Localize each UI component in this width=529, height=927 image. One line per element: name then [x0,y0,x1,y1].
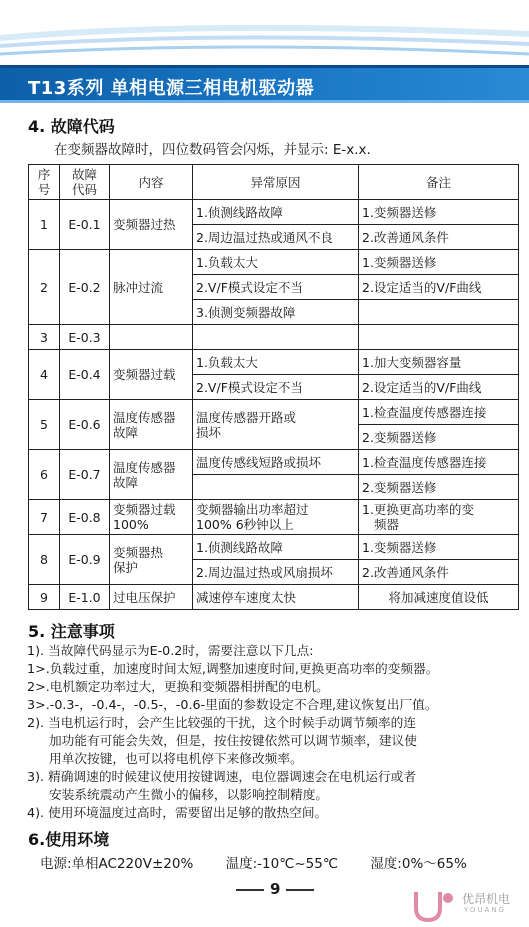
row-note: 1.加大变频器容量 [359,350,519,375]
row-note: 1.变频器送修 [359,250,519,275]
row-note: 1.更换更高功率的变 频器 [359,500,519,535]
header-code: 故障 代码 [60,165,110,200]
row-note: 1.检查温度传感器连接 [359,450,519,475]
section-4-intro: 在变频器故障时，四位数码管会闪烁，并显示: E-x.x. [54,142,371,158]
row-content: 温度传感器 故障 [110,400,193,450]
section-5-heading: 5. 注意事项 [28,622,115,641]
row-note: 1.变频器送修 [359,200,519,225]
table-row [29,250,519,275]
row-cause: 1.负载太大 [193,350,359,375]
title-bar [0,65,529,103]
page-number: 9 [230,880,320,898]
table-row [29,350,519,375]
row-seq: 2 [29,250,60,325]
table-row [29,450,519,475]
row-seq: 3 [29,325,60,350]
environment-specs [40,852,495,872]
row-cause: 减速停车速度太快 [193,585,359,610]
row-code: E-0.2 [60,250,110,325]
note-line: 3). 精确调速的时候建议使用按键调速，电位器调速会在电机运行或者 [27,769,417,784]
dash-left [236,889,264,891]
row-code: E-0.1 [60,200,110,250]
row-code: E-1.0 [60,585,110,610]
row-seq: 6 [29,450,60,500]
temperature-spec: 温度:-10℃~55℃ [225,856,339,872]
fault-code-table [28,164,519,610]
row-content: 变频器过载 [110,350,193,400]
header-cause: 异常原因 [193,165,359,200]
notes-block [27,642,438,822]
row-note: 2.设定适当的V/F曲线 [359,275,519,300]
header-seq: 序号 [29,165,60,200]
note-line: 用单次按键，也可以将电机停下来修改频率。 [49,751,303,766]
brand-name: 优昂机电 [462,892,511,906]
header-note: 备注 [359,165,519,200]
row-note [359,300,519,325]
note-line: 1). 当故障代码显示为E-0.2时，需要注意以下几点: [27,643,314,658]
header-content: 内容 [110,165,193,200]
section-4-heading: 4. 故障代码 [28,117,115,136]
row-content: 过电压保护 [110,585,193,610]
note-line: 加功能有可能会失效，但是，按住按键依然可以调节频率，建议使 [49,733,417,748]
row-seq: 1 [29,200,60,250]
row-cause: 2.周边温过热或通风不良 [193,225,359,250]
dash-right [286,889,314,891]
table-row [29,400,519,425]
row-cause: 2.V/F模式设定不当 [193,275,359,300]
row-content: 变频器过载 100% [110,500,193,535]
row-cause: 2.周边温过热或风扇损坏 [193,560,359,585]
note-line: 1>.负载过重，加速度时间太短,调整加速度时间,更换更高功率的变频器。 [27,661,439,676]
row-content: 变频器过热 [110,200,193,250]
row-seq: 9 [29,585,60,610]
header-stripes [0,0,529,60]
row-cause [193,325,359,350]
row-note: 2.变频器送修 [359,475,519,500]
row-cause-empty [193,475,359,500]
row-note [359,325,519,350]
row-note: 2.设定适当的V/F曲线 [359,375,519,400]
row-note: 2.变频器送修 [359,425,519,450]
table-row [29,535,519,560]
table-row [29,325,519,350]
row-cause: 1.侦测线路故障 [193,200,359,225]
row-content: 温度传感器 故障 [110,450,193,500]
row-seq: 4 [29,350,60,400]
row-note: 2.改善通风条件 [359,225,519,250]
note-line: 4). 使用环境温度过高时，需要留出足够的散热空间。 [27,805,328,820]
row-code: E-0.6 [60,400,110,450]
row-cause: 温度传感器开路或 损坏 [193,400,359,450]
row-cause: 2.V/F模式设定不当 [193,375,359,400]
row-note: 将加减速度值设低 [359,585,519,610]
row-content: 变频器热 保护 [110,535,193,585]
row-cause: 温度传感线短路或损坏 [193,450,359,475]
row-seq: 8 [29,535,60,585]
note-line: 3>.-0.3-，-0.4-，-0.5-，-0.6-里面的参数设定不合理,建议恢复出厂值。 [27,697,438,712]
row-cause: 3.侦测变频器故障 [193,300,359,325]
table-row [29,200,519,225]
note-line: 2>.电机额定功率过大，更换和变频器相拼配的电机。 [27,679,329,694]
brand-sub: YOUANG [464,906,506,914]
note-line: 2). 当电机运行时，会产生比较强的干扰，这个时候手动调节频率的连 [27,715,417,730]
row-content [110,325,193,350]
row-code: E-0.9 [60,535,110,585]
section-6-heading: 6.使用环境 [28,830,110,849]
row-note: 2.改善通风条件 [359,560,519,585]
row-seq: 7 [29,500,60,535]
row-cause: 变频器输出功率超过 100% 6秒钟以上 [193,500,359,535]
table-header-row [29,165,519,200]
page-title: T13系列 单相电源三相电机驱动器 [28,78,315,99]
row-seq: 5 [29,400,60,450]
row-code: E-0.7 [60,450,110,500]
humidity-spec: 湿度:0%～65% [370,856,467,872]
brand-logo-icon [410,888,458,924]
row-content: 脉冲过流 [110,250,193,325]
table-row [29,500,519,535]
row-cause: 1.侦测线路故障 [193,535,359,560]
row-note: 1.检查温度传感器连接 [359,400,519,425]
row-cause: 1.负载太大 [193,250,359,275]
row-code: E-0.4 [60,350,110,400]
row-note: 1.变频器送修 [359,535,519,560]
row-code: E-0.8 [60,500,110,535]
power-spec: 电源:单相AC220V±20% [40,856,194,872]
row-code: E-0.3 [60,325,110,350]
note-line: 安装系统震动产生微小的偏移，以影响控制精度。 [49,787,329,802]
table-row [29,585,519,610]
